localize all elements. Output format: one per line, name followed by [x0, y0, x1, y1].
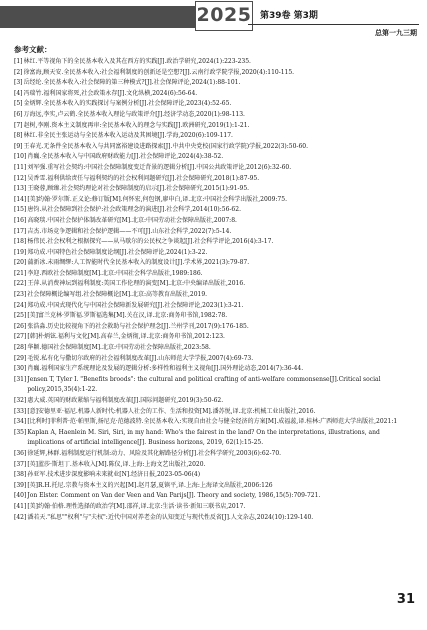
reference-number: [37]: [14, 460, 27, 468]
reference-text: [英]R.H.托尼.宗教与资本主义的兴起[M].赵月瑟,夏镇平,译.上海:上海译文出版社,2006:126: [27, 481, 273, 489]
reference-item: [14, 68, 407, 79]
reference-number: [42]: [14, 513, 27, 521]
reference-text: 惠大威.英国的财政紧缩与福利制度改革[J].国际问题研究,2019(3):50-62.: [27, 397, 224, 404]
reference-number: [30]: [14, 365, 27, 373]
reference-text: [英]蓝莎·斯坦丁.基本收入[M].陈仪,译.上海:上海文艺出版社,2020.: [27, 460, 206, 468]
reference-number: [34]: [14, 418, 27, 426]
header-year: 2025: [195, 1, 253, 31]
reference-text: 潘若天."私思""权利"与"夫权":近代中国对养老金的认知变迁与现代性反省[J].人文杂志,2024(10):129-140.: [27, 513, 314, 521]
reference-text: Jensen T, Tyler I. "Benefits broods": the cultural and political crafting of anti-welfare commonsense[J].Critical social policy,2015,35(4):1-22.: [27, 375, 381, 394]
reference-item: [14, 78, 407, 89]
reference-number: [2]: [14, 68, 23, 76]
page-number: 31: [396, 592, 415, 607]
reference-text: 李迎.西欧社会保障制度[M].北京:中国社会科学出版社,1989:186.: [27, 269, 203, 277]
reference-item: [14, 460, 407, 471]
page-header: [0, 0, 427, 40]
reference-number: [29]: [14, 354, 27, 362]
reference-item: [14, 449, 407, 460]
reference-text: 吴香雪.福利供给责任与福利契约的社会权利问题研究[J].社会保障研究,2018(1):87-95.: [27, 174, 260, 182]
reference-number: [8]: [14, 132, 23, 140]
reference-number: [20]: [14, 259, 27, 267]
reference-text: 岳经纶.全民基本收入:社会保障的第三种模式?[J].社会保障评论,2024(1):88-101.: [23, 79, 241, 87]
reference-text: 林红.平等视角下的全民基本收入及其在西方的实践[J].政治学研究,2024(1):223-235.: [23, 58, 251, 65]
reference-item: [14, 89, 407, 100]
reference-text: 社会保障概论编写组.社会保障概论[M].北京:高等教育出版社,2019.: [27, 291, 208, 299]
reference-text: 王晓蓉,顾臻.社会契约理论对社会保障制度的启示[J].社会保障研究,2015(1):91-95.: [27, 185, 250, 193]
reference-text: 毛锐.私有化与撒切尔政府的社会福利制度改革[J].山东师范大学学报,2007(4):69-73.: [27, 354, 254, 362]
reference-item: [14, 227, 407, 238]
reference-text: [比利时]菲利普·范·帕里斯,扬尼克·范德波特.全民基本收入:实现自由社会与健全经济的方案[M].成福蕊,译.桂林:广西师范大学出版社,2021:1: [27, 418, 398, 426]
reference-text: 蒲新冰.未雨绸缪:人工智能时代全民基本收入的制度设计[J].学术界,2021(3):79-87.: [27, 259, 250, 267]
reference-item: [14, 407, 407, 418]
reference-number: [7]: [14, 121, 23, 129]
reference-number: [36]: [14, 449, 27, 457]
reference-number: [24]: [14, 301, 27, 309]
reference-number: [13]: [14, 185, 27, 193]
reference-number: [28]: [14, 344, 27, 352]
reference-number: [10]: [14, 153, 27, 161]
reference-number: [26]: [14, 322, 27, 330]
reference-text: [美]约翰·伯格.理性选择的政治学[M].邵祥,译.北京:生活·读书·新知三联书店,2017.: [27, 502, 246, 510]
reference-text: 张浩淼.历史比较视角下的社会救助与社会保护理念[J].兰州学刊,2017(9):176-185.: [27, 322, 249, 330]
reference-number: [31]: [14, 375, 27, 383]
references-title: 参考文献：: [14, 45, 52, 54]
reference-text: Kaplan A, Haenlein M. Siri, Siri, in my hand: Who's the fairest in the land? On the interpretations, illustrations, and implications of artificial intelligence[J]. Business horizons, 2019, 62(1):15-25.: [27, 428, 380, 447]
reference-item: [14, 163, 407, 174]
reference-text: 林红.非全民主张运动与全民基本收入运动及其困境[J].学海,2020(6):109-117.: [23, 132, 233, 140]
reference-number: [40]: [14, 492, 27, 500]
reference-text: 万海远,李实,卢云鹤.全民基本收入理论与政策评介[J].经济学动态,2020(1):98-113.: [23, 110, 245, 118]
reference-number: [12]: [14, 174, 27, 182]
reference-item: [14, 322, 407, 333]
reference-number: [35]: [14, 428, 27, 436]
header-rule: [248, 24, 419, 25]
reference-text: 孙亚军.技术进步深度影响未来就业[N].经济日报,2023-05-06(4): [27, 471, 201, 479]
reference-item: [14, 269, 407, 280]
reference-item: [14, 290, 407, 301]
reference-number: [1]: [14, 58, 23, 65]
reference-item: [14, 152, 407, 163]
reference-item: [14, 131, 407, 142]
reference-item: [14, 470, 407, 481]
reference-text: 吉杰.市场竞争逻辑和社会保护逻辑——不可[J].山东社会科学,2022(7):5-14.: [27, 227, 232, 235]
reference-number: [11]: [14, 163, 27, 171]
reference-number: [4]: [14, 89, 23, 97]
reference-item: [14, 332, 407, 343]
reference-item: [14, 491, 407, 502]
reference-text: [意]安德里亚·福尼.机器人新时代:机器人社会的工作、生活和投资[M].潘苏悦,译.北京:机械工业出版社,2016.: [27, 407, 316, 415]
reference-item: [14, 184, 407, 195]
reference-text: 郑功成.中国式现代化与中国社会保障新发展研究[J].社会保障评论,2023(1):3-21.: [27, 301, 244, 309]
reference-item: [14, 142, 407, 153]
header-total-issue: 总第一九三期: [375, 29, 417, 37]
reference-number: [18]: [14, 238, 27, 246]
reference-number: [15]: [14, 206, 27, 214]
reference-text: 徐富海,顾天安.全民基本收入:社会福利制度的创新还是空想?[J].云南行政学院学报,2020(4):110-115.: [23, 68, 295, 76]
reference-text: Jon Elster. Comment on Van der Veen and Van Parijs[J]. Theory and society, 1986,15(5):709-721.: [27, 492, 321, 500]
reference-number: [14]: [14, 195, 27, 203]
header-volume-issue: 第39卷 第3期: [260, 11, 318, 21]
reference-item: [14, 502, 407, 513]
reference-item: [14, 216, 407, 227]
reference-number: [17]: [14, 227, 27, 235]
reference-number: [5]: [14, 100, 23, 108]
reference-item: [14, 258, 407, 269]
reference-item: [14, 396, 407, 407]
reference-text: [韩]朴炳铉.福利与文化[M].高春兰,金炳彻,译.北京:商务印书馆,2012:123.: [27, 333, 225, 341]
reference-item: [14, 248, 407, 259]
reference-text: 赵树,李刚.资本主义制度再审:全民基本收入的理念与实践[J].欧洲研究,2019(1):1-21.: [23, 121, 250, 129]
reference-number: [21]: [14, 269, 27, 277]
reference-item: [14, 354, 407, 365]
reference-number: [23]: [14, 291, 27, 299]
reference-item: [14, 237, 407, 248]
reference-item: [14, 417, 407, 428]
reference-item: [14, 174, 407, 185]
reference-item: [14, 375, 407, 396]
reference-text: 王萍.从消费神坛到福利制度:美国工作伦理的演变[M].北京:中央编译出版社,2016.: [27, 280, 246, 288]
reference-number: [27]: [14, 333, 27, 341]
reference-item: [14, 311, 407, 322]
reference-item: [14, 301, 407, 312]
reference-text: 徐延辉,林群.福利制度运行机制:动力、风险及其化解路径分析[J].社会科学研究,2003(6):62-70.: [27, 449, 282, 457]
reference-item: [14, 343, 407, 354]
reference-text: [美]富兰克林·罗斯福.罗斯福选集[M].关在汉,译.北京:商务印书馆,1982:78.: [27, 312, 228, 320]
reference-text: 冯瑞竹.福利国家将死,社会政策永存[J].文化纵横,2024(6):56-64.: [23, 89, 198, 97]
reference-text: 肖巍.全民基本收入与中国政府财政能力[J].社会保障评论,2024(4):38-52.: [27, 153, 224, 161]
reference-item: [14, 57, 407, 68]
reference-text: 唐钧.从社会保障到社会保护:社会政策理念的演进[J].社会科学,2014(10):56-62.: [27, 206, 241, 214]
reference-item: [14, 121, 407, 132]
reference-item: [14, 481, 407, 492]
reference-item: [14, 110, 407, 121]
reference-number: [9]: [14, 142, 23, 150]
reference-number: [32]: [14, 397, 27, 404]
reference-item: [14, 99, 407, 110]
reference-item: [14, 279, 407, 290]
reference-number: [41]: [14, 502, 27, 510]
reference-text: 高晓琰.中国社会保护体制改革研究[M].北京:中国劳动社会保障出版社,2007:8.: [27, 216, 237, 224]
reference-number: [39]: [14, 481, 27, 489]
reference-text: 刘军强.重写社会契约:中国社会保障制度变迁背景的逻辑分析[J].中国公共政策评论,2012(6):32-60.: [27, 163, 292, 171]
reference-number: [25]: [14, 312, 27, 320]
reference-item: [14, 513, 407, 524]
reference-number: [3]: [14, 79, 23, 87]
reference-text: 华颖.德国社会保障制度[M].北京:中国劳动社会保障出版社,2023:58.: [27, 344, 211, 352]
reference-number: [33]: [14, 407, 27, 415]
reference-text: 金炳辉.全民基本收入的实践探讨与案例分析[J].社会保障评论,2023(4):52-65.: [23, 100, 232, 108]
reference-item: [14, 195, 407, 206]
reference-number: [16]: [14, 216, 27, 224]
reference-number: [22]: [14, 280, 27, 288]
reference-item: [14, 205, 407, 216]
reference-text: 肖巍.福利国家生产系统理论及发展的逻辑分析:多样性和福利主义视角[J].国外理论动态,2014(7):36-44.: [27, 365, 304, 373]
reference-number: [38]: [14, 471, 27, 479]
reference-list: [14, 57, 407, 523]
reference-number: [19]: [14, 248, 27, 256]
reference-text: 王春光.无条件全民基本收入与共同富裕建设进路探索[J].中共中央党校(国家行政学院)学报,2022(3):50-60.: [23, 142, 308, 150]
reference-text: 杨伟民.社会权利之根据探究——从马歇尔的公民权之争谈起[J].社会科学评论,2016(4):3-17.: [27, 238, 274, 246]
reference-text: [美]约翰·罗尔斯.正义论:修订版[M].何怀宏,何包钢,廖申白,译.北京:中国社会科学出版社,2009:75.: [27, 195, 287, 203]
reference-number: [6]: [14, 110, 23, 118]
reference-text: 郑功成.中国特色社会保障制度论纲[J].社会保障评论,2024(1):3-22.: [27, 248, 208, 256]
reference-item: [14, 428, 407, 449]
reference-item: [14, 364, 407, 375]
